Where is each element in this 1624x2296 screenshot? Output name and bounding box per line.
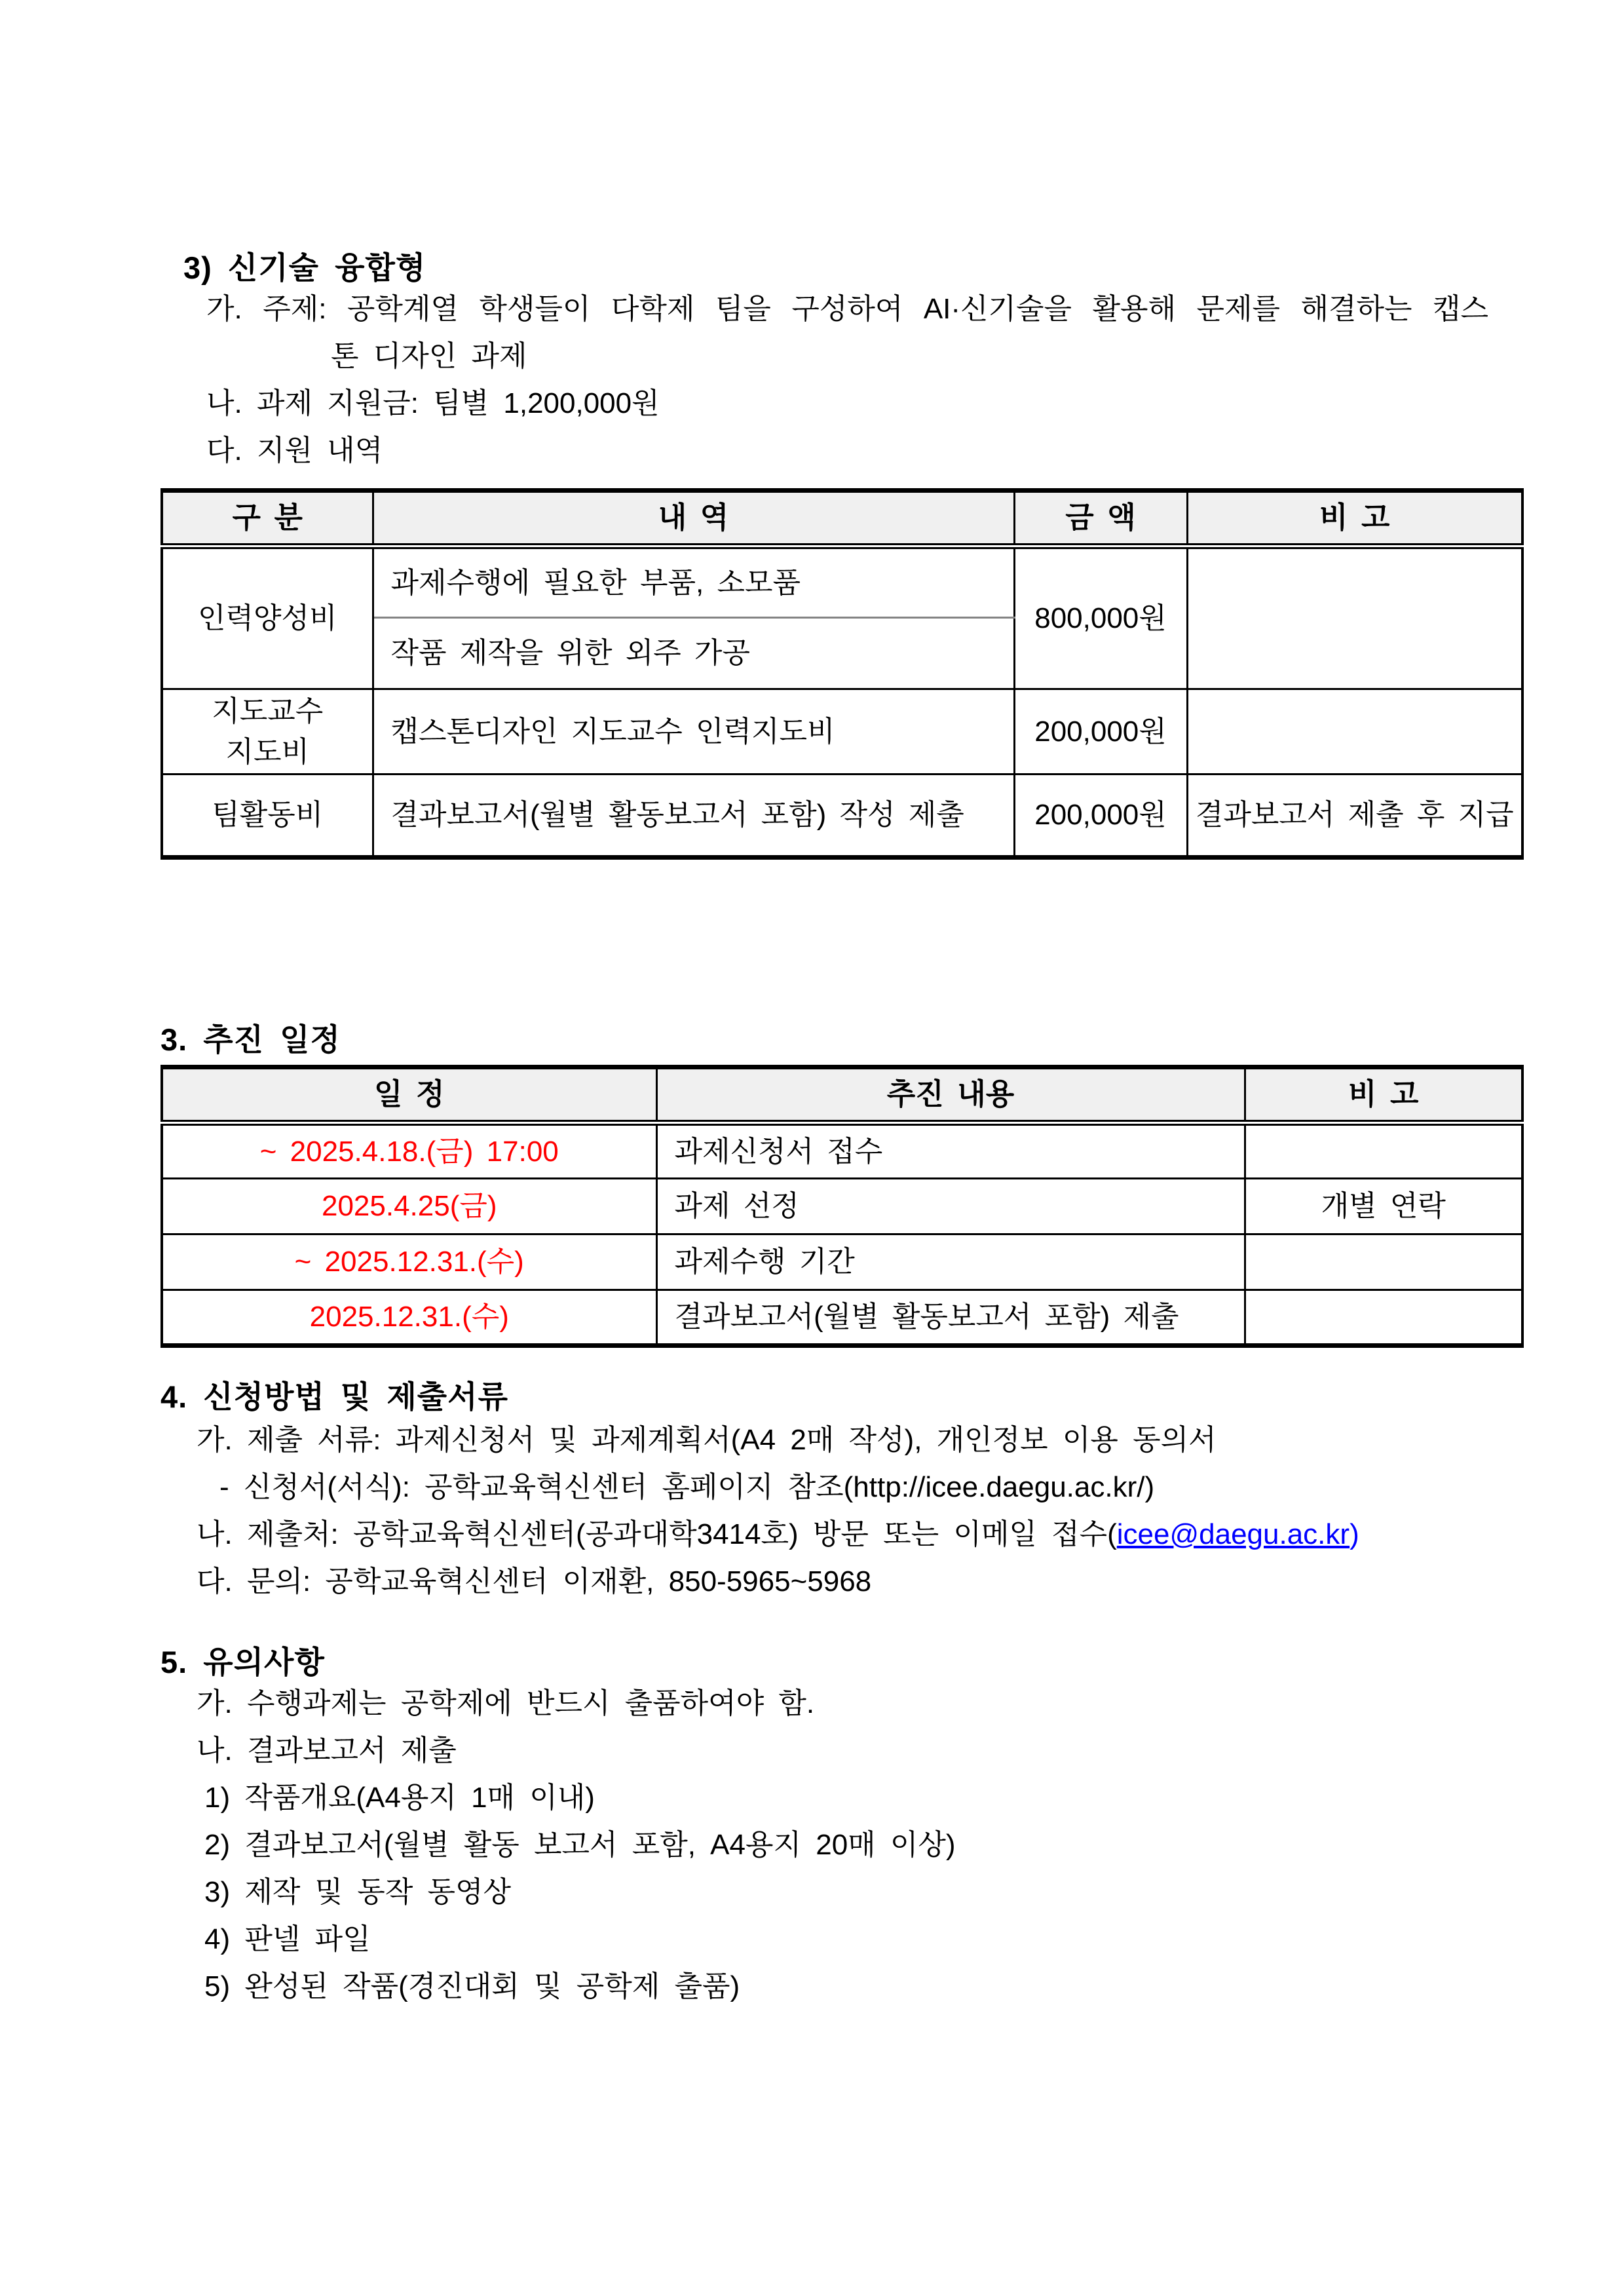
application-documents-line: 가. 제출 서류: 과제신청서 및 과제계획서(A4 2매 작성), 개인정보 이용 동의서 xyxy=(197,1424,1217,1456)
schedule-row1-date: ~ 2025.4.18.(금) 17:00 xyxy=(162,1123,656,1179)
table-row xyxy=(162,1290,1522,1346)
notes-subitem-4: 4) 판넬 파일 xyxy=(204,1923,371,1955)
submission-line-prefix: 나. 제출처: 공학교육혁신센터(공과대학3414호) 방문 또는 이메일 접수( xyxy=(197,1518,1117,1550)
table-row xyxy=(162,1179,1522,1234)
support-row1-detail-b: 작품 제작을 위한 외주 가공 xyxy=(373,618,1014,689)
support-row2-detail: 캡스톤디자인 지도교수 인력지도비 xyxy=(373,689,1014,775)
schedule-table xyxy=(161,1065,1524,1348)
notes-subitem-3: 3) 제작 및 동작 동영상 xyxy=(204,1876,512,1908)
support-row1-detail-a: 과제수행에 필요한 부품, 소모품 xyxy=(373,546,1014,618)
new-tech-topic-line2: 톤 디자인 과제 xyxy=(331,340,527,372)
new-tech-section-heading: 3) 신기술 융합형 xyxy=(183,250,426,285)
notes-subitem-5: 5) 완성된 작품(경진대회 및 공학제 출품) xyxy=(204,1970,740,2002)
application-submission-line xyxy=(197,1516,1359,1553)
table-row xyxy=(162,1123,1522,1179)
schedule-table-header-row xyxy=(162,1067,1522,1123)
support-row2-category xyxy=(162,689,373,775)
schedule-row4-content: 결과보고서(월별 활동보고서 포함) 제출 xyxy=(656,1290,1245,1346)
support-row2-category-line2: 지도비 xyxy=(225,735,309,768)
notes-section-heading: 5. 유의사항 xyxy=(161,1645,325,1679)
support-breakdown-table xyxy=(161,488,1524,860)
support-row3-note: 결과보고서 제출 후 지급 xyxy=(1187,775,1522,858)
application-section-heading: 4. 신청방법 및 제출서류 xyxy=(161,1379,508,1414)
table-row xyxy=(162,546,1522,618)
support-row1-note xyxy=(1187,546,1522,689)
schedule-row2-content: 과제 선정 xyxy=(656,1179,1245,1234)
support-row3-category: 팀활동비 xyxy=(162,775,373,858)
new-tech-topic-line1: 가. 주제: 공학계열 학생들이 다학제 팀을 구성하여 AI·신기술을 활용해 문제를 해결하는 캡스 xyxy=(206,293,1488,325)
support-row3-amount: 200,000원 xyxy=(1014,775,1187,858)
schedule-row2-note: 개별 연락 xyxy=(1245,1179,1522,1234)
support-row2-note xyxy=(1187,689,1522,775)
schedule-row3-content: 과제수행 기간 xyxy=(656,1234,1245,1290)
schedule-header-date: 일 정 xyxy=(162,1067,656,1123)
new-tech-support-label: 다. 지원 내역 xyxy=(206,434,383,467)
schedule-row4-note xyxy=(1245,1290,1522,1346)
support-row3-detail: 결과보고서(월별 활동보고서 포함) 작성 제출 xyxy=(373,775,1014,858)
submission-line-suffix: ) xyxy=(1350,1518,1359,1550)
application-form-reference-line: - 신청서(서식): 공학교육혁신센터 홈페이지 참조(http://icee.daegu.ac.kr/) xyxy=(219,1471,1155,1503)
schedule-row3-date: ~ 2025.12.31.(수) xyxy=(162,1234,656,1290)
table-row xyxy=(162,689,1522,775)
support-header-detail: 내 역 xyxy=(373,491,1014,546)
schedule-row4-date: 2025.12.31.(수) xyxy=(162,1290,656,1346)
application-contact-line: 다. 문의: 공학교육혁신센터 이재환, 850-5965~5968 xyxy=(197,1565,872,1598)
notes-subitem-2: 2) 결과보고서(월별 활동 보고서 포함, A4용지 20매 이상) xyxy=(204,1829,956,1861)
table-row xyxy=(162,1234,1522,1290)
notes-report-submit-line: 나. 결과보고서 제출 xyxy=(197,1734,457,1767)
email-link[interactable]: icee@daegu.ac.kr xyxy=(1116,1518,1350,1550)
notes-subitem-1: 1) 작품개요(A4용지 1매 이내) xyxy=(204,1782,595,1814)
schedule-section-heading: 3. 추진 일정 xyxy=(161,1022,341,1057)
support-header-note: 비 고 xyxy=(1187,491,1522,546)
support-header-category: 구 분 xyxy=(162,491,373,546)
support-row2-category-line1: 지도교수 xyxy=(212,695,324,727)
schedule-header-content: 추진 내용 xyxy=(656,1067,1245,1123)
schedule-row1-content: 과제신청서 접수 xyxy=(656,1123,1245,1179)
new-tech-grant-line: 나. 과제 지원금: 팀별 1,200,000원 xyxy=(206,387,660,419)
support-header-amount: 금 액 xyxy=(1014,491,1187,546)
support-row1-amount: 800,000원 xyxy=(1014,546,1187,689)
support-row2-amount: 200,000원 xyxy=(1014,689,1187,775)
table-row xyxy=(162,775,1522,858)
support-table-header-row xyxy=(162,491,1522,546)
notes-exhibit-line: 가. 수행과제는 공학제에 반드시 출품하여야 함. xyxy=(197,1687,815,1719)
schedule-row2-date: 2025.4.25(금) xyxy=(162,1179,656,1234)
schedule-row3-note xyxy=(1245,1234,1522,1290)
schedule-row1-note xyxy=(1245,1123,1522,1179)
schedule-header-note: 비 고 xyxy=(1245,1067,1522,1123)
support-row1-category: 인력양성비 xyxy=(162,546,373,689)
